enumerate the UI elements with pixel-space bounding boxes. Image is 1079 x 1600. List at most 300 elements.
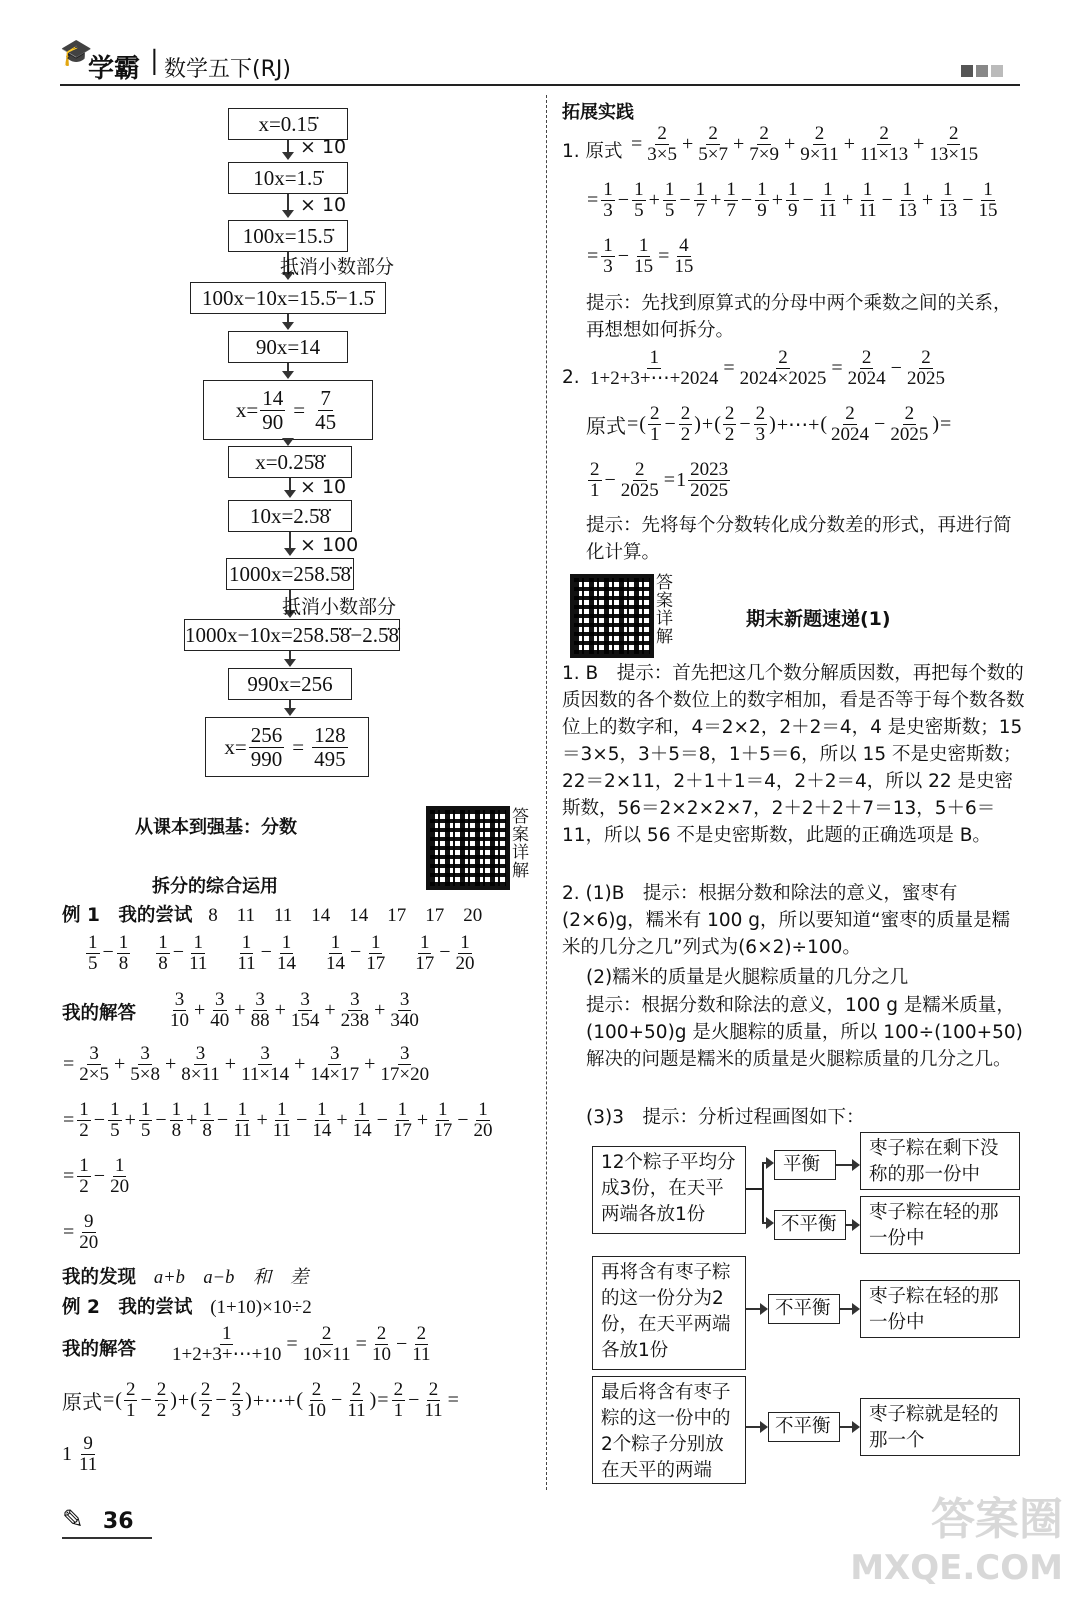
numerator: 1 — [664, 179, 675, 200]
numerator: 1 — [158, 932, 168, 953]
operator: − — [376, 1108, 388, 1131]
p1-line-3 — [586, 236, 697, 277]
fraction — [688, 460, 730, 501]
denominator: 88 — [250, 1009, 270, 1031]
denominator: 2 — [680, 423, 691, 445]
fraction — [124, 1380, 138, 1421]
flow-arrow — [287, 363, 289, 377]
p2-line-1 — [586, 348, 949, 389]
numerator: 1 — [603, 179, 613, 200]
numerator: 1 — [460, 932, 470, 953]
numerator: 2 — [904, 403, 915, 424]
math-token: 原式 — [62, 1391, 102, 1414]
ex2-line-2 — [62, 1380, 460, 1421]
operator: = — [627, 412, 639, 435]
flow1-label-3: 抵消小数部分 — [280, 256, 395, 278]
denominator: 10 — [307, 1399, 327, 1421]
operator: + — [921, 188, 934, 211]
numerator: 1 — [370, 932, 381, 953]
flow1-box-4: 100x−10x=15.5̇−1.5̇ — [190, 282, 386, 314]
denominator: 5 — [664, 199, 675, 221]
fraction — [77, 1100, 91, 1141]
fraction — [410, 1324, 432, 1365]
fraction — [927, 124, 980, 165]
fraction — [645, 124, 679, 165]
diag-r2-result: 枣子粽在轻的那一份中 — [860, 1280, 1020, 1338]
denominator: 17 — [392, 1119, 412, 1141]
flow2-box-3: 1000x=258.5̇8̇ — [226, 558, 354, 590]
numerator: 3 — [399, 989, 410, 1010]
paren: ( — [115, 1388, 122, 1411]
paren: ( — [714, 412, 721, 435]
numerator: 9 — [84, 1211, 94, 1232]
diag-r2-left: 再将含有枣子粽的这一份分为2份，在天平两端各放1份 — [592, 1256, 746, 1370]
fraction — [856, 180, 878, 221]
operator: + — [114, 1052, 126, 1075]
numerator: 1 — [634, 179, 644, 200]
fraction — [896, 180, 919, 221]
fraction — [738, 348, 829, 389]
denominator: 11 — [818, 199, 838, 221]
math-token: 1 — [676, 468, 687, 491]
denominator: 2024 — [831, 423, 870, 445]
numerator: 2 — [921, 347, 931, 368]
fraction — [905, 348, 947, 389]
denominator: 8×11 — [181, 1063, 220, 1085]
operator: = — [355, 1332, 367, 1355]
fraction-difference — [411, 933, 478, 974]
numerator: 1 — [114, 1155, 125, 1176]
operator: − — [93, 1164, 106, 1187]
fraction — [858, 124, 910, 165]
numerator: 1 — [79, 1099, 89, 1120]
operator: − — [408, 1388, 420, 1411]
numerator: 1 — [478, 1099, 488, 1120]
numerator: 1 — [330, 932, 341, 953]
fraction — [77, 1044, 111, 1085]
flow-arrow — [287, 194, 289, 216]
flow1-box-6: x= $\frac{14}{90}$ = $\frac{7}{45}$ — [203, 380, 373, 440]
qr-code[interactable] — [570, 574, 654, 658]
numerator: 1 — [649, 347, 659, 368]
denominator: 13 — [938, 199, 958, 221]
fraction — [305, 1380, 328, 1421]
numerator: 1 — [437, 1099, 448, 1120]
denominator: 11 — [858, 199, 877, 221]
operator: = — [587, 244, 599, 267]
operator: = — [940, 412, 952, 435]
numerator: 1 — [397, 1099, 408, 1120]
denominator: 11 — [189, 952, 208, 974]
p2-label: 2. — [562, 367, 580, 388]
denominator: 3×5 — [647, 143, 677, 165]
paren: ( — [639, 412, 646, 435]
p2-line-3 — [586, 460, 732, 501]
pencil-icon: ✎ — [62, 1505, 84, 1535]
numerator: 1 — [79, 1155, 89, 1176]
operator: + — [710, 188, 722, 211]
operator: + — [416, 1108, 429, 1131]
denominator: 10 — [170, 1009, 189, 1031]
denominator: 8 — [202, 1119, 212, 1141]
operator: + — [294, 1052, 306, 1075]
q2-3-text: (3)3 提示：分析过程画图如下： — [586, 1107, 865, 1128]
operator: − — [260, 941, 272, 964]
operator: = — [63, 1052, 75, 1075]
denominator: 7 — [726, 199, 736, 221]
diag-arrow — [746, 1308, 766, 1310]
numerator: 2 — [879, 123, 889, 144]
fraction — [632, 180, 646, 221]
fraction — [77, 1212, 100, 1253]
operator: − — [617, 188, 630, 211]
fraction — [798, 124, 841, 165]
diag-arrow — [746, 1426, 766, 1428]
fraction — [888, 404, 930, 445]
denominator: 3 — [603, 199, 613, 221]
diag-connector — [746, 1188, 762, 1190]
numerator: 2 — [125, 1379, 136, 1400]
fraction — [168, 990, 191, 1031]
denominator: 5 — [140, 1119, 151, 1141]
footer-rule — [62, 1537, 152, 1539]
numerator: 2 — [376, 1323, 387, 1344]
numerator: 1 — [193, 932, 203, 953]
numerator: 2 — [321, 1323, 332, 1344]
diag-r1-unbalance: 不平衡 — [774, 1210, 846, 1240]
fraction — [155, 1380, 169, 1421]
fraction — [817, 180, 839, 221]
denominator: 1 — [125, 1399, 136, 1421]
fraction — [199, 1380, 213, 1421]
denominator: 9 — [787, 199, 798, 221]
diag-r1-balance: 平衡 — [774, 1150, 836, 1180]
denominator: 2025 — [620, 479, 659, 501]
fraction — [601, 236, 615, 277]
fraction — [156, 933, 170, 974]
numerator: 1 — [281, 932, 292, 953]
fraction — [754, 404, 768, 445]
fraction — [301, 1324, 353, 1365]
flow1-box-3: 100x=15.5̇ — [228, 220, 348, 252]
fraction — [454, 933, 477, 974]
operator: − — [739, 412, 751, 435]
numerator: 3 — [174, 989, 185, 1010]
numerator: 3 — [215, 989, 225, 1010]
fraction — [724, 180, 738, 221]
fraction — [619, 460, 661, 501]
numerator: 2 — [861, 347, 872, 368]
discovery: 我的发现 a+b a−b 和 差 — [62, 1267, 309, 1288]
book-title: 数学五下(RJ) — [164, 57, 291, 82]
numerator: 2 — [948, 123, 959, 144]
fraction — [422, 1380, 444, 1421]
denominator: 11 — [424, 1399, 443, 1421]
denominator: 8 — [158, 952, 168, 974]
fraction-difference — [322, 933, 389, 974]
denominator: 2025 — [690, 479, 729, 501]
ex1-line-4 — [62, 1156, 133, 1197]
flow2-box-1: x=0.25̇8̇ — [228, 446, 352, 478]
fraction — [108, 1100, 122, 1141]
ex1-line-2 — [62, 1044, 433, 1085]
operator: + — [374, 998, 386, 1021]
numerator: 2 — [590, 459, 600, 480]
flow1-label-2: × 10 — [300, 194, 347, 216]
operator: − — [890, 356, 902, 379]
numerator: 3 — [195, 1043, 206, 1064]
denominator: 154 — [290, 1009, 320, 1031]
operator: + — [177, 1388, 190, 1411]
operator: = — [663, 468, 676, 491]
denominator: 2 — [724, 423, 735, 445]
operator: = — [831, 356, 843, 379]
denominator: 7 — [695, 199, 706, 221]
denominator: 8 — [118, 952, 129, 974]
denominator: 20 — [455, 952, 475, 974]
operator: + — [733, 132, 745, 155]
denominator: 10×11 — [302, 1343, 351, 1365]
fraction — [289, 990, 322, 1031]
paren: ( — [296, 1388, 304, 1411]
fraction — [413, 933, 436, 974]
numerator: 1 — [88, 932, 98, 953]
operator: = — [587, 188, 599, 211]
fraction — [170, 1324, 283, 1365]
flow2-label-2: × 100 — [300, 534, 359, 556]
denominator: 340 — [390, 1009, 419, 1031]
operator: − — [617, 244, 630, 267]
diag-r1-unbalance-result: 枣子粽在轻的那一份中 — [860, 1196, 1020, 1254]
fraction — [392, 1380, 406, 1421]
operator: = — [103, 1388, 115, 1411]
brand-logo: 学霸 — [88, 54, 141, 84]
operator: + — [842, 188, 854, 211]
ex1-label: 例 1 我的尝试 8 11 11 14 14 17 17 20 — [62, 905, 483, 926]
operator: − — [740, 188, 753, 211]
fraction — [588, 460, 602, 501]
numerator: 1 — [603, 235, 613, 256]
ex1-line-5 — [62, 1212, 102, 1253]
fraction — [471, 1100, 494, 1141]
fraction — [249, 990, 272, 1031]
operator: + — [364, 1052, 376, 1075]
fraction — [846, 348, 888, 389]
denominator: 2 — [156, 1399, 167, 1421]
diag-r3-result: 枣子粽就是轻的那一个 — [860, 1398, 1020, 1456]
flow2-label-3: 抵消小数部分 — [282, 596, 397, 618]
q2-1-text: 2. (1)B 提示：根据分数和除法的意义，蜜枣有(2×6)g，糯米有 100 g，所以要知道“蜜枣的质量是糯米的几分之几”列式为(6×2)÷100。 — [562, 883, 1011, 958]
denominator: 17 — [415, 952, 435, 974]
numerator: 2 — [680, 403, 691, 424]
ex2-answer-label: 我的解答 — [62, 1339, 137, 1360]
paren: ) — [694, 412, 701, 435]
diag-r2-unbalance: 不平衡 — [768, 1294, 840, 1324]
operator: − — [349, 941, 362, 964]
operator: = — [63, 1108, 75, 1131]
denominator: 7×9 — [749, 143, 779, 165]
operator: + — [771, 188, 783, 211]
numerator: 3 — [89, 1043, 99, 1064]
operator: = — [658, 244, 670, 267]
denominator: 2×5 — [79, 1063, 109, 1085]
operator: − — [604, 468, 616, 491]
numerator: 3 — [329, 1043, 340, 1064]
denominator: 17 — [366, 952, 386, 974]
graduation-cap-icon: 🎓 — [60, 38, 93, 68]
denominator: 5 — [634, 199, 644, 221]
fraction — [275, 933, 298, 974]
flow-arrow — [289, 651, 291, 665]
p1-label: 1. 原式 — [562, 141, 623, 162]
paren: ) — [769, 412, 776, 435]
fraction — [235, 933, 257, 974]
operator: = — [63, 1220, 75, 1243]
denominator: 5 — [110, 1119, 120, 1141]
numerator: 1 — [695, 179, 706, 200]
operator: = — [63, 1164, 75, 1187]
operator: + — [913, 132, 925, 155]
operator: − — [216, 1108, 229, 1131]
denominator: 1 — [393, 1399, 404, 1421]
diag-arrow — [762, 1162, 772, 1164]
denominator: 1 — [649, 423, 660, 445]
paren: ( — [190, 1388, 197, 1411]
diag-arrow — [840, 1308, 858, 1310]
numerator: 2023 — [690, 459, 729, 480]
ex1-line-1 — [166, 990, 423, 1031]
operator: + — [124, 1108, 136, 1131]
flow1-box-5: 90x=14 — [228, 331, 348, 363]
header-rule — [60, 84, 1020, 86]
operator: + — [336, 1108, 348, 1131]
header-separator: | — [150, 46, 159, 76]
operator: = — [286, 1332, 298, 1355]
denominator: 10 — [371, 1343, 391, 1365]
operator: − — [296, 1108, 308, 1131]
operator: − — [155, 1108, 167, 1131]
denominator: 14 — [276, 952, 296, 974]
ex2-result: 1 $\frac{9}{11}$ — [62, 1433, 98, 1475]
denominator: 20 — [110, 1175, 130, 1197]
numerator: 1 — [118, 932, 129, 953]
diag-r3-unbalance: 不平衡 — [768, 1412, 840, 1442]
numerator: 1 — [787, 179, 798, 200]
ex1-answer-label: 我的解答 — [62, 1003, 137, 1024]
qr-label: 答案详解 — [656, 573, 673, 647]
denominator: 2024×2025 — [739, 367, 827, 389]
diag-r3-left: 最后将含有枣子粽的这一份中的2个粽子分别放在天平的两端 — [592, 1376, 746, 1484]
denominator: 5×8 — [130, 1063, 160, 1085]
operator: + — [274, 998, 286, 1021]
q2-2a-text: (2)糯米的质量是火腿粽质量的几分之几 — [586, 967, 909, 988]
denominator: 2 — [79, 1119, 89, 1141]
ex1-fractions — [84, 933, 501, 974]
denominator: 14×17 — [310, 1063, 360, 1085]
flow2-box-6: x= $\frac{256}{990}$ = $\frac{128}{495}$ — [205, 717, 369, 777]
numerator: 2 — [351, 1379, 362, 1400]
fraction — [976, 180, 999, 221]
flow-arrow — [289, 532, 291, 554]
denominator: 14 — [312, 1119, 332, 1141]
operator: + — [165, 1052, 177, 1075]
diag-r1-left: 12个粽子平均分成3份，在天平两端各放1份 — [592, 1146, 746, 1234]
flow2-box-2: 10x=2.5̇8̇ — [228, 500, 352, 532]
fraction — [588, 348, 720, 389]
diag-connector — [762, 1162, 764, 1222]
numerator: 1 — [317, 1099, 327, 1120]
numerator: 2 — [156, 1379, 167, 1400]
operator: − — [874, 412, 886, 435]
denominator: 11 — [272, 1119, 292, 1141]
numerator: 2 — [311, 1379, 322, 1400]
operator: − — [172, 941, 185, 964]
fraction — [231, 1100, 253, 1141]
diag-arrow — [762, 1222, 772, 1224]
numerator: 1 — [357, 1099, 367, 1120]
page-number: 36 — [102, 1509, 134, 1534]
fraction — [86, 933, 100, 974]
paren: ( — [820, 412, 828, 435]
denominator: 1+2+3+⋯+10 — [172, 1343, 282, 1365]
fraction — [339, 990, 372, 1031]
denominator: 11 — [237, 952, 256, 974]
operator: = — [631, 132, 643, 155]
operator: + — [256, 1108, 268, 1131]
numerator: 2 — [200, 1379, 211, 1400]
numerator: 2 — [416, 1323, 427, 1344]
page-header — [60, 38, 1020, 84]
operator: − — [664, 412, 676, 435]
fraction — [230, 1380, 244, 1421]
fraction — [345, 1380, 367, 1421]
operator: + — [648, 188, 660, 211]
denominator: 14 — [325, 952, 345, 974]
denominator: 11 — [412, 1343, 431, 1365]
flow2-box-4: 1000x−10x=258.5̇8̇−2.5̇8̇ — [184, 619, 400, 651]
operator: − — [140, 1388, 152, 1411]
numerator: 2 — [759, 123, 769, 144]
fraction — [128, 1044, 162, 1085]
fraction-difference — [84, 933, 132, 974]
denominator: 2 — [200, 1399, 211, 1421]
right-title: 拓展实践 — [562, 102, 634, 123]
denominator: 3 — [603, 255, 613, 277]
fraction — [351, 1100, 374, 1141]
numerator: 1 — [757, 179, 767, 200]
denominator: 1+2+3+⋯+2024 — [590, 367, 719, 389]
fraction — [170, 1100, 184, 1141]
fraction — [663, 180, 677, 221]
denominator: 40 — [210, 1009, 230, 1031]
operator: + — [186, 1108, 198, 1131]
fraction — [187, 933, 209, 974]
fraction — [786, 180, 800, 221]
numerator: 1 — [241, 932, 252, 953]
denominator: 1 — [590, 479, 600, 501]
denominator: 238 — [340, 1009, 370, 1031]
qr-code[interactable] — [426, 806, 510, 890]
operator: + — [234, 998, 246, 1021]
numerator: 1 — [942, 179, 953, 200]
fraction — [431, 1100, 454, 1141]
numerator: 1 — [221, 1323, 232, 1344]
numerator: 3 — [350, 989, 360, 1010]
sub-title: 拆分的综合运用 — [152, 876, 278, 897]
fraction — [378, 1044, 431, 1085]
numerator: 1 — [638, 235, 649, 256]
qr-label: 答案详解 — [512, 807, 529, 881]
